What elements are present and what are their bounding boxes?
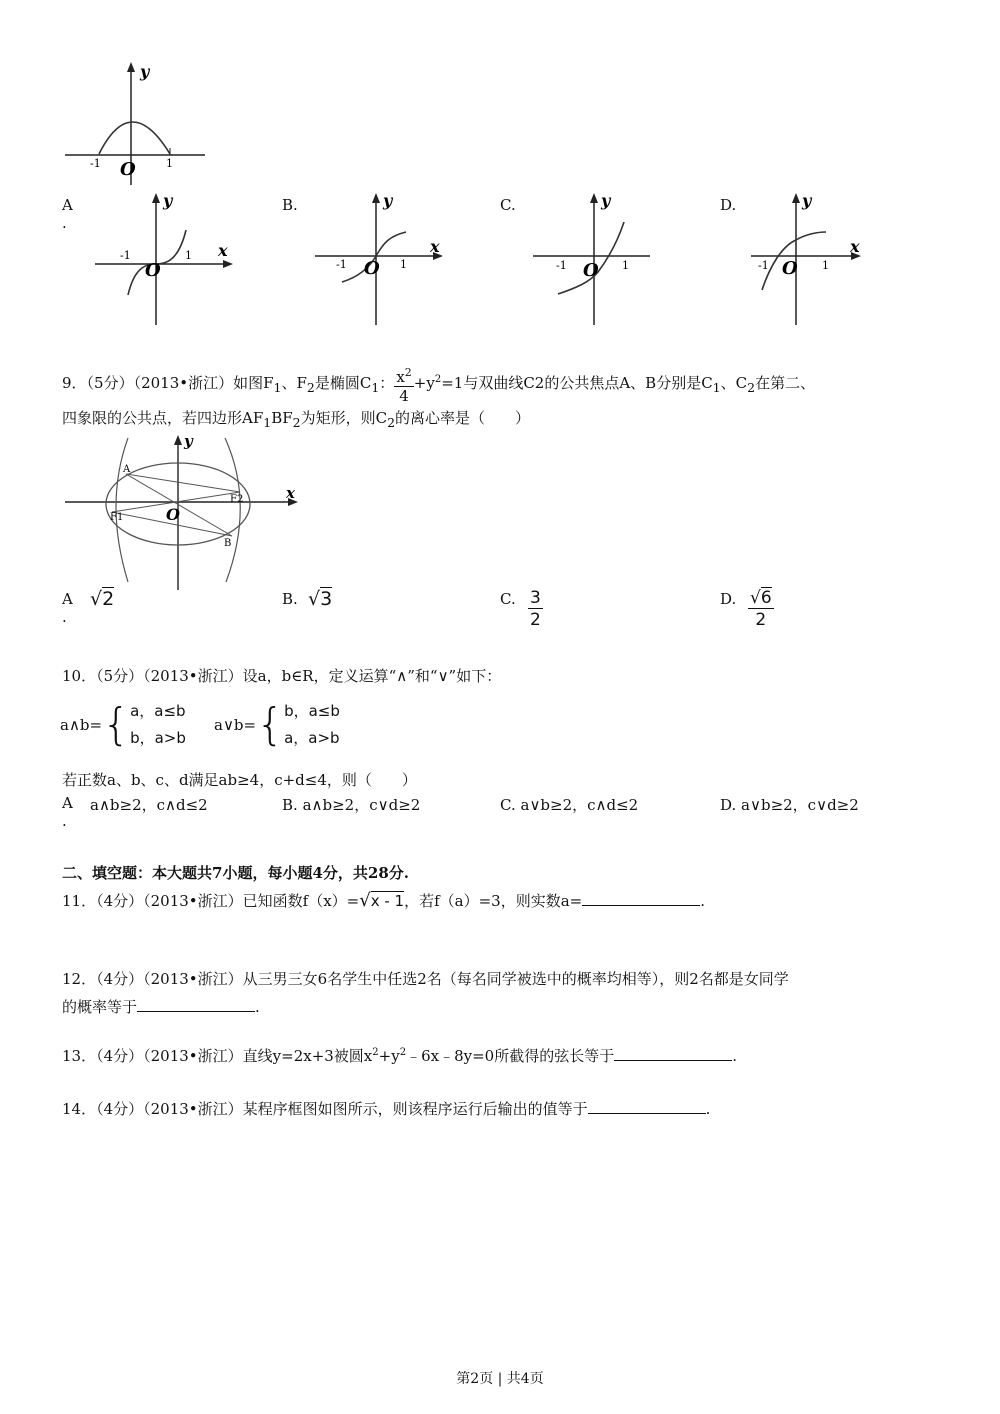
q8-option-a-label: A . — [62, 196, 73, 232]
svg-text:1: 1 — [166, 157, 173, 170]
q8-option-b-label: B. — [282, 196, 298, 214]
svg-text:y: y — [163, 191, 173, 210]
q10-option-a: A . — [62, 794, 73, 830]
q9-option-a-value: √2 — [90, 588, 115, 610]
q8-option-d-graph — [746, 190, 896, 330]
q8-option-c-graph — [528, 190, 678, 330]
q9-stem-line2: 四象限的公共点，若四边形$AF_1BF_2$为矩形，则$C_2$的离心率是（ ） — [62, 409, 531, 430]
svg-text:O: O — [145, 260, 161, 281]
svg-text:F2: F2 — [230, 494, 244, 505]
q9-option-c-value: $\frac{3}{2}$ — [530, 588, 541, 630]
svg-text:O: O — [782, 258, 798, 279]
svg-text:x: x — [850, 237, 860, 256]
svg-text:1: 1 — [822, 259, 829, 272]
q11-sqrt: √x - 1 — [359, 890, 405, 911]
q10-and-definition: a∧b= { a，a≤b b，a>b — [60, 699, 186, 750]
q9-option-b: B. — [282, 590, 298, 608]
q12-answer-blank[interactable] — [137, 1011, 255, 1012]
svg-text:A: A — [123, 464, 131, 475]
svg-text:-1: -1 — [758, 259, 769, 272]
svg-text:-1: -1 — [556, 259, 567, 272]
q10-option-a-text: a∧b≥2，c∧d≤2 — [90, 796, 208, 814]
svg-text:x: x — [286, 484, 295, 502]
svg-text:1: 1 — [185, 249, 192, 262]
svg-text:y: y — [184, 432, 193, 450]
svg-text:-1: -1 — [120, 249, 131, 262]
q10-or-definition: a∨b= { b，a≤b a，a>b — [214, 699, 340, 750]
q8-given-ylabel: y — [140, 62, 150, 81]
svg-text:x: x — [218, 241, 228, 260]
page-footer: 第2页 | 共4页 — [456, 1371, 544, 1387]
svg-text:F1: F1 — [110, 512, 124, 523]
svg-text:y: y — [601, 191, 611, 210]
q12-stem-line1: 12．（4分）（2013•浙江）从三男三女6名学生中任选2名（每名同学被选中的概率均相等），则2名都是女同学 — [62, 970, 789, 988]
q8-given-origin: O — [120, 159, 136, 180]
svg-text:x: x — [430, 237, 440, 256]
svg-text:-1: -1 — [336, 258, 347, 271]
q8-option-b-graph — [310, 190, 460, 330]
q10-stem-line1: 10．（5分）（2013•浙江）设a，b∈R，定义运算“∧”和“∨”如下： — [62, 667, 502, 685]
section-2-heading: 二、填空题：本大题共7小题，每小题4分，共28分. — [62, 864, 409, 882]
q9-ellipse-figure — [60, 432, 310, 592]
q9-option-d: D. — [720, 590, 737, 608]
q13-stem: 13．（4分）（2013•浙江）直线y=2x+3被圆$x^2+y^2﹣6x﹣8y=0$所截得的弦长等于 . — [62, 1047, 737, 1065]
svg-text:O: O — [166, 505, 180, 524]
q14-answer-blank[interactable] — [588, 1113, 706, 1114]
q8-option-c-label: C. — [500, 196, 516, 214]
q9-stem-line1: 9．（5分）（2013•浙江）如图$F_1$、$F_2$是椭圆$C_1$： $\frac{x^2}{4}$ $+y^2=1$与双曲线C2的公共焦点A、B分别是$C_1$、$C_2$在第二、 — [62, 365, 816, 405]
q9-option-b-value: √3 — [308, 588, 333, 610]
q11-stem: 11．（4分）（2013•浙江）已知函数f（x）=√x - 1，若f（a）=3，则实数a= . — [62, 890, 705, 911]
q10-stem-line2: 若正数a、b、c、d满足ab≥4，c+d≤4，则（ ） — [62, 771, 417, 789]
svg-text:y: y — [383, 191, 393, 210]
svg-text:1: 1 — [622, 259, 629, 272]
svg-text:O: O — [364, 258, 380, 279]
q9-option-d-value: $\frac{√6}{2}$ — [750, 588, 772, 630]
q9-ellipse-fraction: $\frac{x^2}{4}$ — [396, 365, 412, 405]
q8-option-a-graph — [90, 190, 240, 330]
q10-option-d: D. a∨b≥2，c∨d≥2 — [720, 796, 859, 814]
q11-answer-blank[interactable] — [582, 905, 700, 906]
q9-option-c: C. — [500, 590, 516, 608]
q12-stem-line2: 的概率等于 . — [62, 998, 260, 1016]
q9-option-a: A . — [62, 590, 73, 626]
q10-option-c: C. a∨b≥2，c∧d≤2 — [500, 796, 639, 814]
q13-answer-blank[interactable] — [614, 1060, 732, 1061]
svg-text:1: 1 — [400, 258, 407, 271]
q14-stem: 14．（4分）（2013•浙江）某程序框图如图所示，则该程序运行后输出的值等于 . — [62, 1100, 711, 1118]
q8-option-d-label: D. — [720, 196, 737, 214]
q10-option-b: B. a∧b≥2，c∨d≥2 — [282, 796, 421, 814]
q8-given-graph — [60, 60, 220, 190]
svg-text:-1: -1 — [90, 157, 101, 170]
svg-text:y: y — [802, 191, 812, 210]
svg-text:O: O — [583, 260, 599, 281]
svg-text:B: B — [224, 538, 232, 549]
